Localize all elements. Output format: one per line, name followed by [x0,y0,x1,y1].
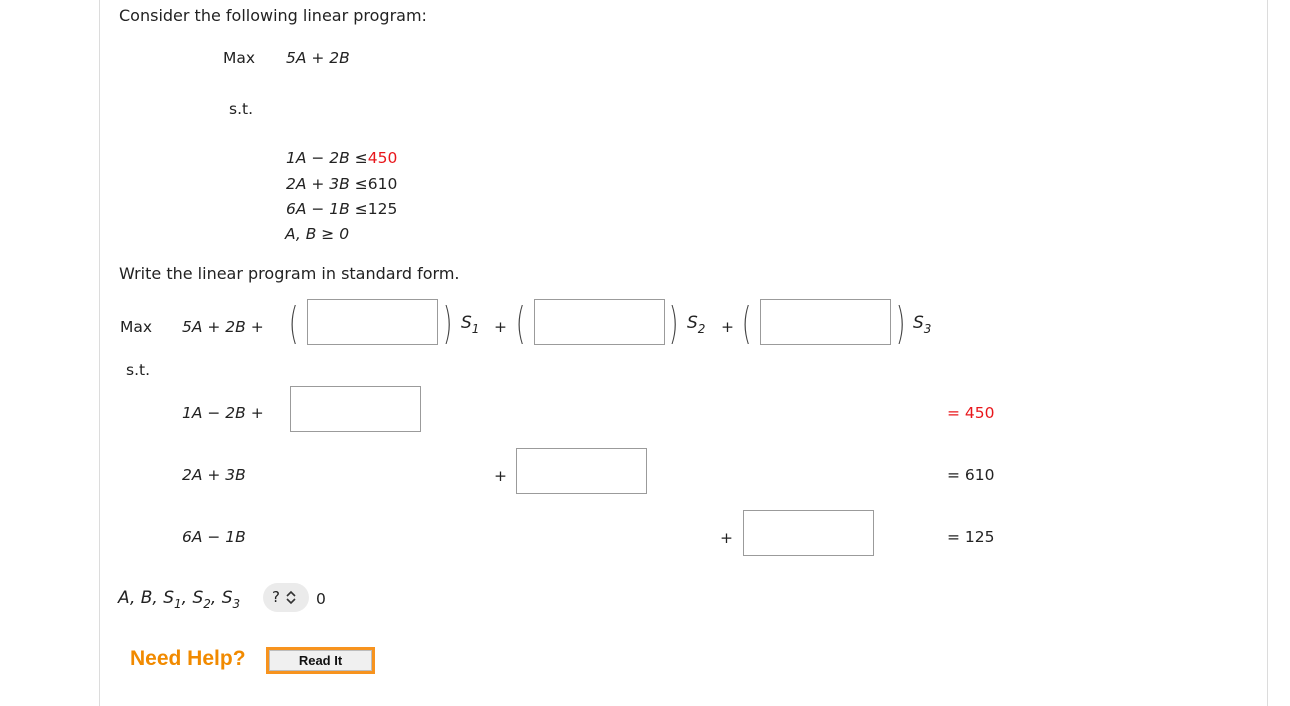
nonneg-vars-text: A, B, S [118,588,175,608]
nonneg-variables: A, B, $S_1$, $S_2$, $S_3$ [118,588,241,611]
close-paren-icon: ) [442,298,453,349]
objective-s1-coefficient-input[interactable] [307,299,438,345]
constraint-1-lhs: 1A − 2B ≤ [286,149,368,167]
intro-text: Consider the following linear program: [119,6,427,25]
objective-s3-var [913,313,931,336]
nonneg-sub3: 3 [232,597,241,611]
close-paren-icon: ) [895,298,906,349]
objective-s2-var [687,313,705,336]
row-1-lhs: 1A − 2B + [182,404,264,422]
s2-subscript: 2 [697,322,706,336]
close-paren-icon: ) [668,298,679,349]
row-1-rhs: = 450 [947,404,995,422]
nonneg-sub1: 1 [174,597,182,611]
open-paren-icon: ( [515,298,526,349]
constraint-2-rhs: 610 [367,175,398,193]
sf-st-label: s.t. [126,361,151,379]
constraint-1 [286,149,397,167]
objective-s1-var [461,313,479,336]
constraint-1-rhs: 450 [367,149,398,167]
s1-letter: S [461,313,472,333]
max-label: Max [223,49,256,67]
read-it-button[interactable] [266,647,375,674]
row-3-plus: + [720,529,733,547]
row-2-slack-input[interactable] [516,448,647,494]
s3-subscript: 3 [923,322,932,336]
objective-plus-2: + [721,318,734,336]
nonneg-rhs: 0 [316,590,326,608]
open-paren-icon: ( [741,298,752,349]
row-2-plus: + [494,467,507,485]
sf-max-label: Max [120,318,153,336]
nonneg-relation-select[interactable] [263,583,309,612]
objective-s2-coefficient-input[interactable] [534,299,665,345]
standard-form-instruction: Write the linear program in standard form. [119,264,460,283]
st-label: s.t. [229,100,254,118]
row-2-lhs: 2A + 3B [182,466,246,484]
open-paren-icon: ( [288,298,299,349]
need-help-label: Need Help? [130,647,246,670]
s1-subscript: 1 [471,322,480,336]
nonneg-sub2: 2 [203,597,211,611]
constraint-3-rhs: 125 [367,200,398,218]
nonneg-s2: S [192,588,204,608]
nonneg-s3: S [221,588,233,608]
objective-function: 5A + 2B [286,49,350,67]
nonneg-relation-value: ? [272,588,280,606]
constraint-3-lhs: 6A − 1B ≤ [286,200,368,218]
nonnegativity-constraint: A, B ≥ 0 [285,225,350,243]
row-3-lhs: 6A − 1B [182,528,246,546]
objective-s3-coefficient-input[interactable] [760,299,891,345]
objective-plus-1: + [494,318,507,336]
row-3-rhs: = 125 [947,528,995,546]
read-it-label: Read It [269,650,372,671]
constraint-2 [286,175,397,193]
row-1-slack-input[interactable] [290,386,421,432]
s3-letter: S [913,313,924,333]
s2-letter: S [687,313,698,333]
constraint-3 [286,200,397,218]
chevron-up-down-icon [285,590,297,605]
row-3-slack-input[interactable] [743,510,874,556]
constraint-2-lhs: 2A + 3B ≤ [286,175,368,193]
row-2-rhs: = 610 [947,466,995,484]
sf-objective-prefix: 5A + 2B + [182,318,264,336]
